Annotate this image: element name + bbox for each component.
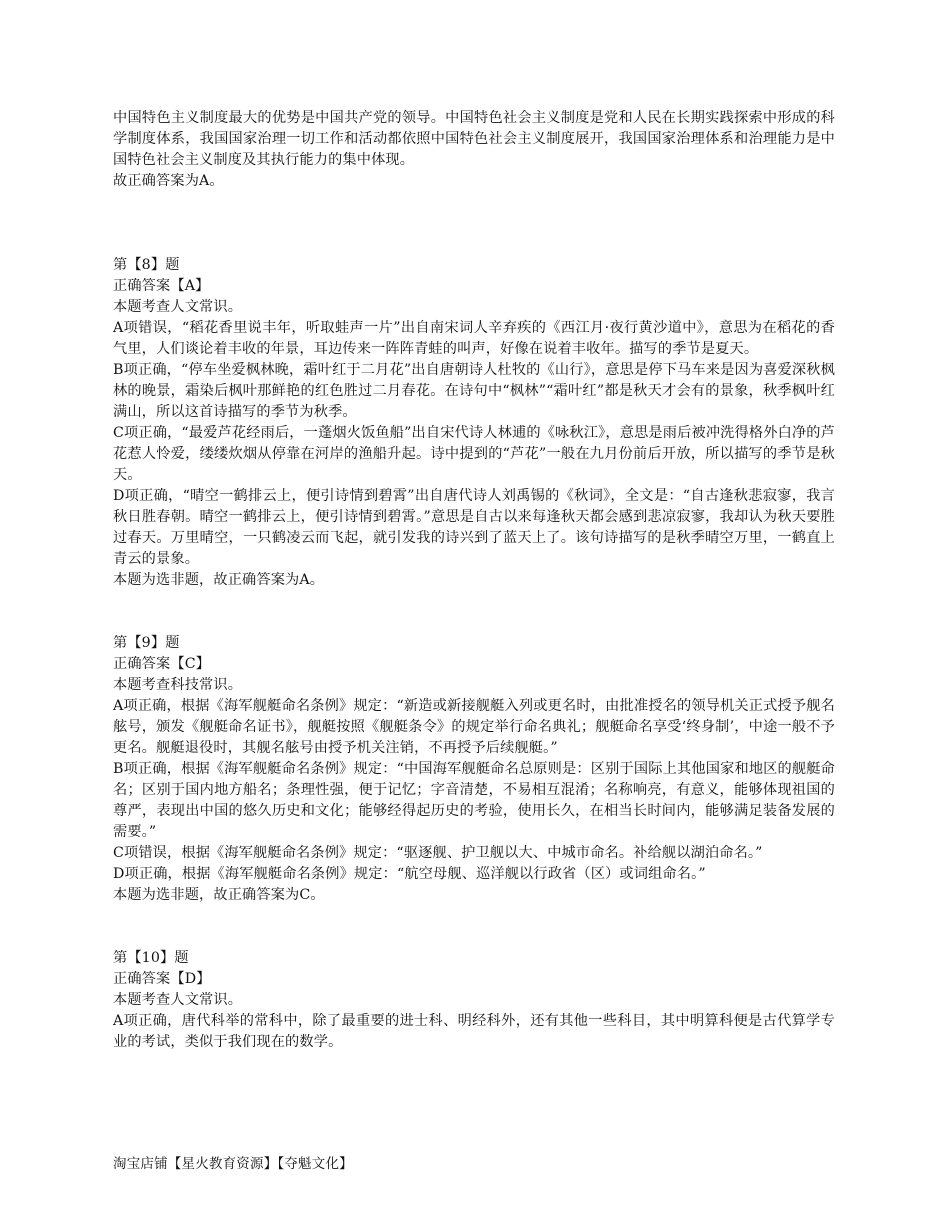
answer-label: 正确答案【D】 xyxy=(113,971,211,987)
intro-paragraph: 中国特色主义制度最大的优势是中国共产党的领导。中国特色社会主义制度是党和人民在长期实践探索中形成的科学制度体系，我国国家治理一切工作和活动都依照中国特色社会主义制度展开，我国国家治理体系和治理能力是中国特色社会主义制度及其执行能力的集中体现。 xyxy=(113,110,835,168)
question-number: 第【8】题 xyxy=(113,257,180,273)
topic-line: 本题考查科技常识。 xyxy=(113,677,243,693)
question-10 xyxy=(113,948,835,1053)
answer-label: 正确答案【C】 xyxy=(113,656,211,672)
document-body xyxy=(113,108,835,1053)
topic-line: 本题考查人文常识。 xyxy=(113,299,243,315)
topic-line: 本题考查人文常识。 xyxy=(113,992,243,1008)
question-9 xyxy=(113,633,835,906)
intro-conclusion: 故正确答案为A。 xyxy=(113,173,224,189)
option-b-explanation: B项正确，根据《海军舰艇命名条例》规定：“中国海军舰艇命名总原则是：区别于国际上其他国家和地区的舰艇命名；区别于国内地方船名；条理性强，便于记忆；字音清楚，不易相互混淆；名称响亮，有意义，能够体现祖国的尊严，表现出中国的悠久历史和文化；能够经得起历史的考验，使用长久，在相当长时间内，能够满足装备发展的需要。” xyxy=(113,761,835,840)
question-number: 第【10】题 xyxy=(113,950,189,966)
option-a-explanation: A项正确，唐代科举的常科中，除了最重要的进士科、明经科外，还有其他一些科目，其中明算科便是古代算学专业的考试，类似于我们现在的数学。 xyxy=(113,1013,835,1050)
question-8 xyxy=(113,255,835,591)
intro-block xyxy=(113,108,835,192)
option-c-explanation: C项正确，“最爱芦花经雨后，一蓬烟火饭鱼船”出自宋代诗人林逋的《咏秋江》，意思是雨后被冲洗得格外白净的芦花惹人怜爱，缕缕炊烟从停靠在河岸的渔船升起。诗中提到的“芦花”一般在九月份前后开放，所以描写的季节是秋天。 xyxy=(113,425,835,483)
option-c-explanation: C项错误，根据《海军舰艇命名条例》规定：“驱逐舰、护卫舰以大、中城市命名。补给舰以湖泊命名。” xyxy=(113,845,763,861)
option-d-explanation: D项正确，根据《海军舰艇命名条例》规定：“航空母舰、巡洋舰以行政省（区）或词组命名。” xyxy=(113,866,706,882)
question-number: 第【9】题 xyxy=(113,635,180,651)
page-footer: 淘宝店铺【星火教育资源】【夺魁文化】 xyxy=(113,1156,353,1172)
option-d-explanation: D项正确，“晴空一鹤排云上，便引诗情到碧霄”出自唐代诗人刘禹锡的《秋词》，全文是：“自古逢秋悲寂寥，我言秋日胜春朝。晴空一鹤排云上，便引诗情到碧霄。”意思是自古以来每逢秋天都会感到悲凉寂寥，我却认为秋天要胜过春天。万里晴空，一只鹤凌云而飞起，就引发我的诗兴到了蓝天上了。该句诗描写的是秋季晴空万里，一鹤直上青云的景象。 xyxy=(113,488,835,567)
question-conclusion: 本题为选非题，故正确答案为A。 xyxy=(113,572,325,588)
option-a-explanation: A项正确，根据《海军舰艇命名条例》规定：“新造或新接舰艇入列或更名时，由批准授名的领导机关正式授予舰名舷号，颁发《舰艇命名证书》，舰艇按照《舰艇条令》的规定举行命名典礼；舰艇命名享受‘终身制’，中途一般不予更名。舰艇退役时，其舰名舷号由授予机关注销，不再授予后续舰艇。” xyxy=(113,698,835,756)
question-conclusion: 本题为选非题，故正确答案为C。 xyxy=(113,887,325,903)
option-a-explanation: A项错误，“稻花香里说丰年，听取蛙声一片”出自南宋词人辛弃疾的《西江月·夜行黄沙道中》，意思为在稻花的香气里，人们谈论着丰收的年景，耳边传来一阵阵青蛙的叫声，好像在说着丰收年。描写的季节是夏天。 xyxy=(113,320,835,357)
answer-label: 正确答案【A】 xyxy=(113,278,210,294)
option-b-explanation: B项正确，“停车坐爱枫林晚，霜叶红于二月花”出自唐朝诗人杜牧的《山行》，意思是停下马车来是因为喜爱深秋枫林的晚景，霜染后枫叶那鲜艳的红色胜过二月春花。在诗句中“枫林”“霜叶红”都是秋天才会有的景象，秋季枫叶红满山，所以这首诗描写的季节为秋季。 xyxy=(113,362,835,420)
